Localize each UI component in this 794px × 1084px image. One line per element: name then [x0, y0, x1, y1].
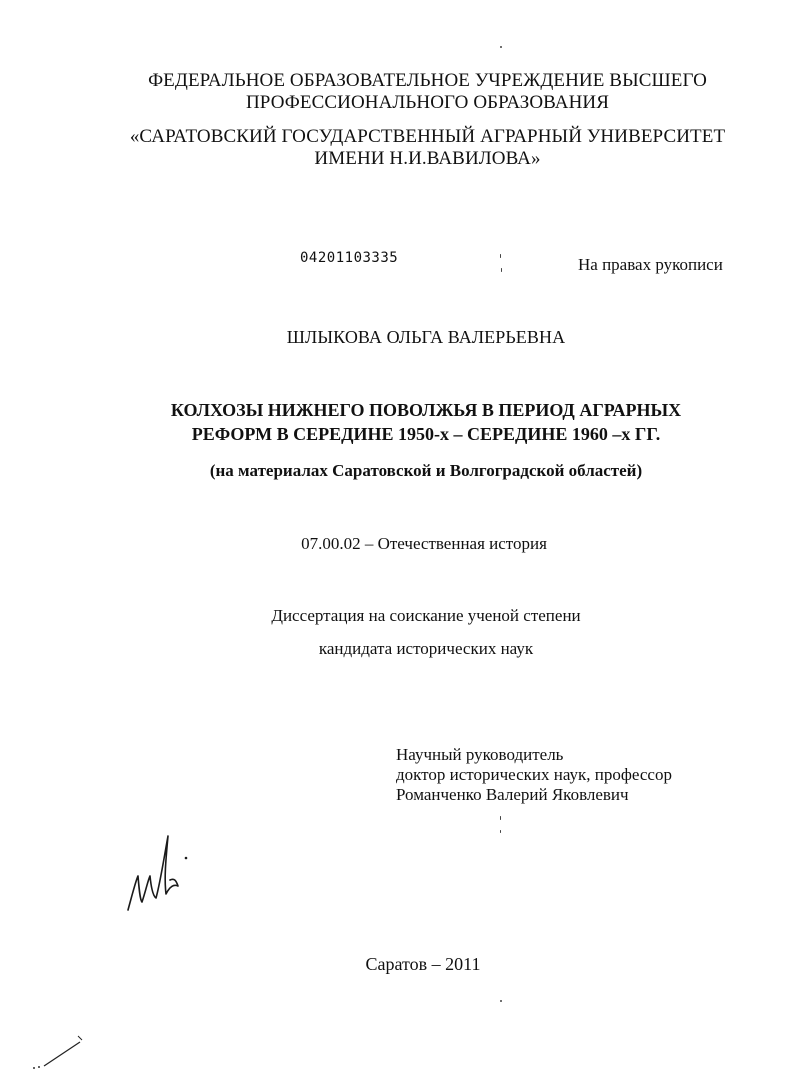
specialty: 07.00.02 – Отечественная история: [301, 534, 547, 553]
signature-mark: [120, 828, 200, 918]
scan-speck: [501, 268, 502, 272]
title-line-2: РЕФОРМ В СЕРЕДИНЕ 1950-х – СЕРЕДИНЕ 1960 –х ГГ.: [191, 424, 661, 444]
scan-speck: [500, 254, 501, 258]
manuscript-rights: На правах рукописи: [578, 255, 723, 274]
degree-line-2: кандидата исторических наук: [318, 639, 534, 658]
supervisor-credentials: доктор исторических наук, профессор: [396, 765, 672, 784]
scan-speck: [500, 1000, 502, 1002]
title-line-1: КОЛХОЗЫ НИЖНЕГО ПОВОЛЖЬЯ В ПЕРИОД АГРАРНЫХ: [170, 400, 682, 420]
scan-speck: [500, 46, 502, 48]
institution-header: [0, 70, 794, 170]
supervisor-block: [396, 745, 672, 805]
author-name: ШЛЫКОВА ОЛЬГА ВАЛЕРЬЕВНА: [286, 327, 566, 347]
scan-speck: [500, 830, 501, 833]
place-year: Саратов – 2011: [365, 954, 481, 974]
supervisor-name: Романченко Валерий Яковлевич: [396, 785, 629, 804]
corner-scribble-mark: [30, 1030, 90, 1070]
degree-line-1: Диссертация на соискание ученой степени: [271, 606, 581, 625]
institution-line-2: ПРОФЕССИОНАЛЬНОГО ОБРАЗОВАНИЯ: [245, 92, 609, 113]
dissertation-subtitle: (на материалах Саратовской и Волгоградской областей): [209, 461, 643, 480]
institution-line-3: «САРАТОВСКИЙ ГОСУДАРСТВЕННЫЙ АГРАРНЫЙ УНИВЕРСИТЕТ: [129, 126, 726, 147]
supervisor-label: Научный руководитель: [396, 745, 564, 764]
registry-number: 04201103335: [300, 250, 399, 266]
scan-speck: [500, 816, 501, 820]
institution-line-1: ФЕДЕРАЛЬНОЕ ОБРАЗОВАТЕЛЬНОЕ УЧРЕЖДЕНИЕ ВЫСШЕГО: [148, 70, 707, 91]
dissertation-title: [0, 398, 794, 446]
institution-line-4: ИМЕНИ Н.И.ВАВИЛОВА»: [314, 148, 541, 169]
